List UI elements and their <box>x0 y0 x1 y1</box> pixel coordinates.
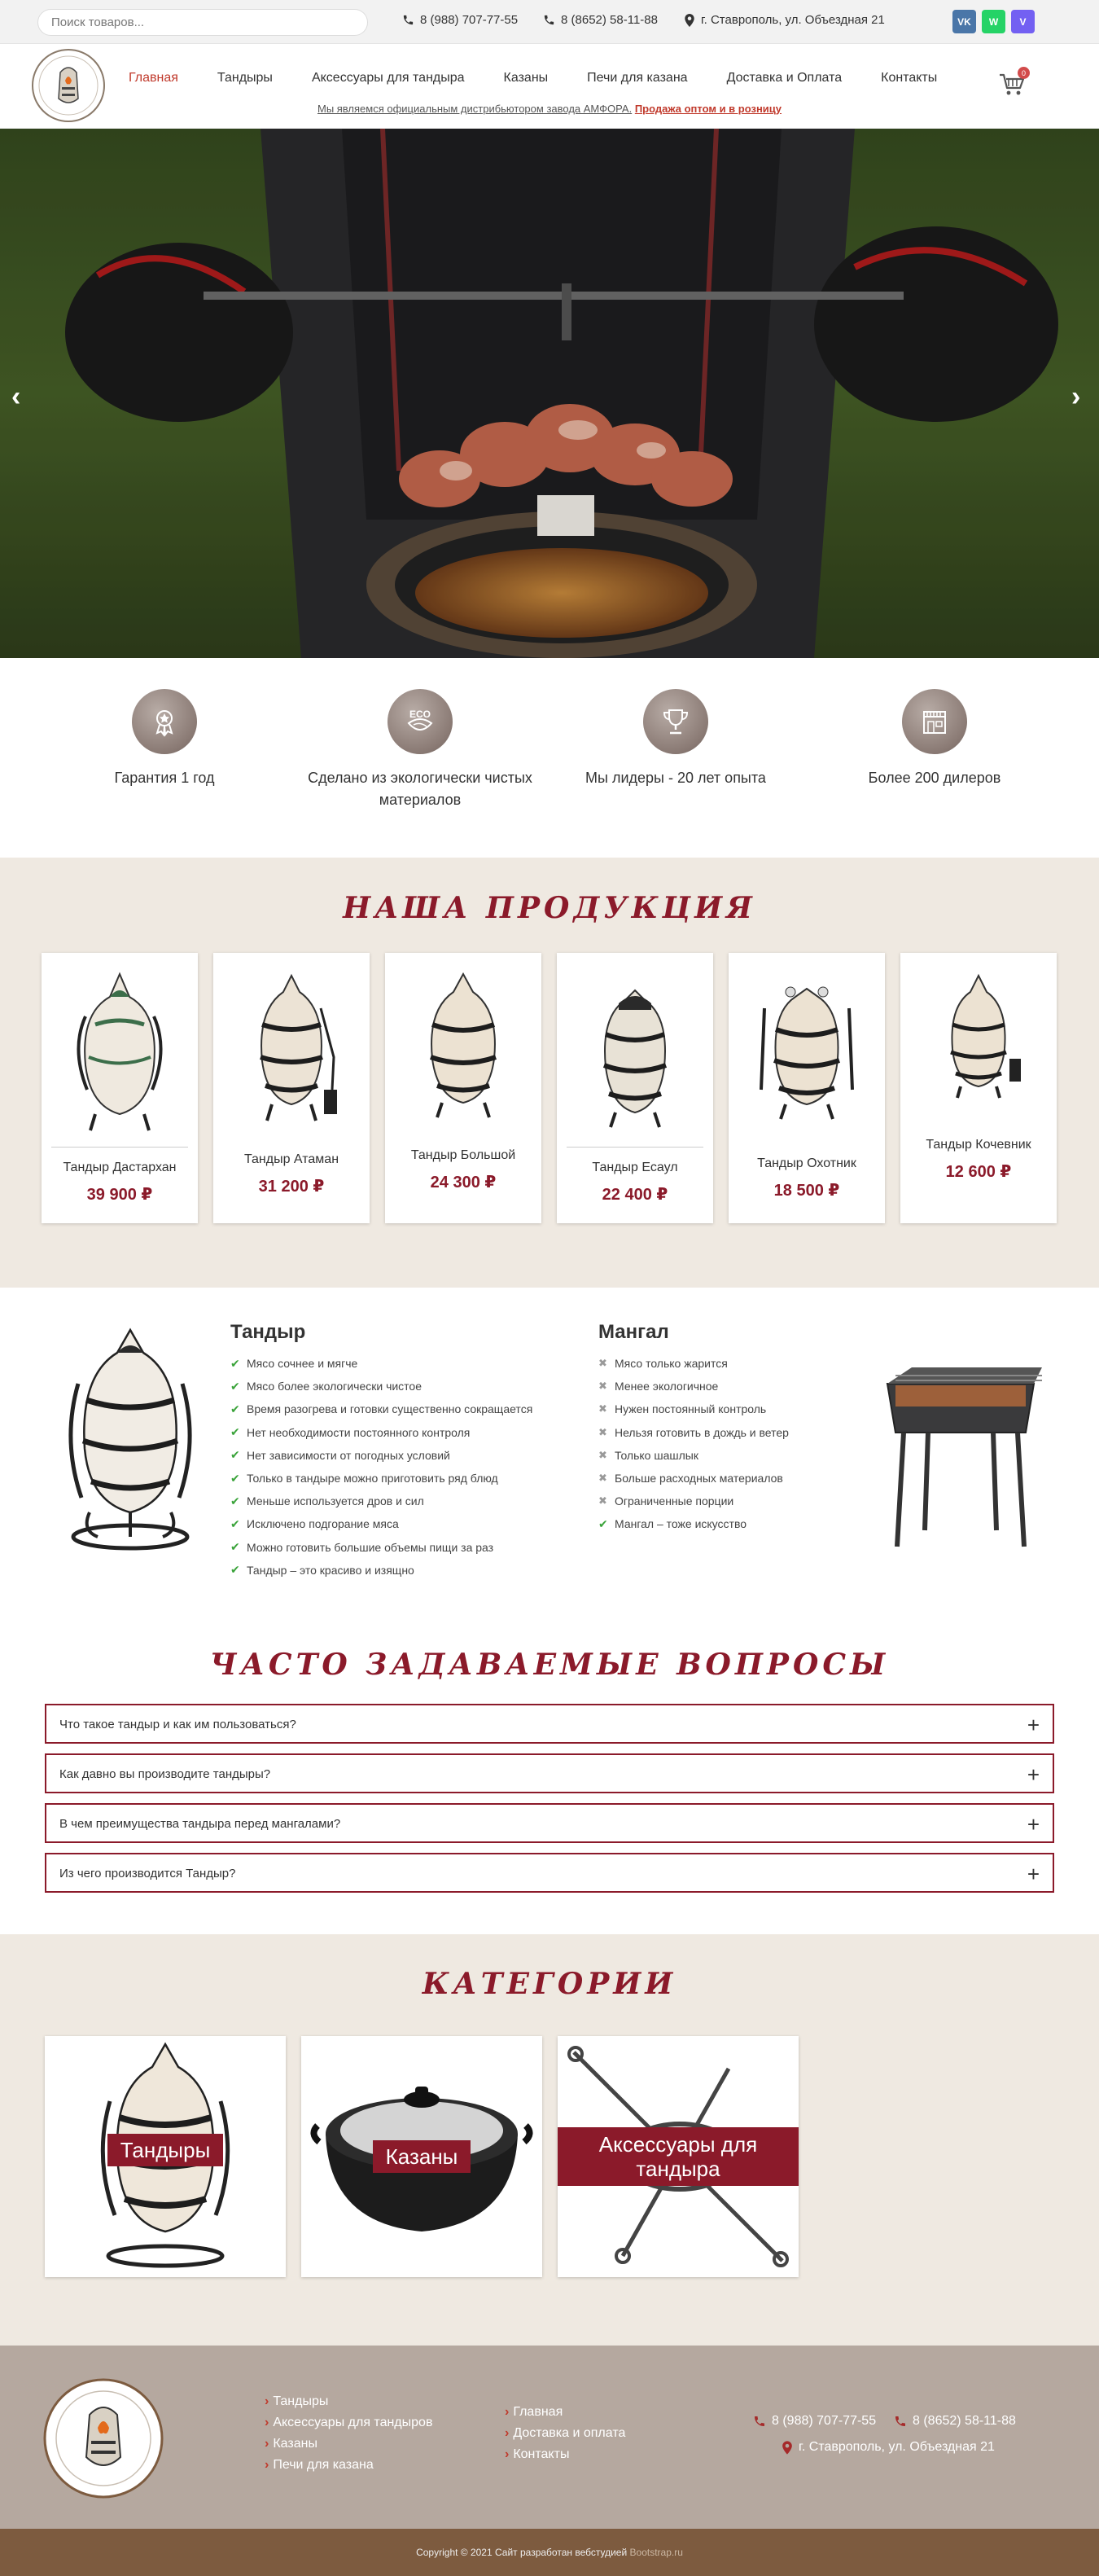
list-item-text: Больше расходных материалов <box>615 1472 783 1485</box>
category-label-text: Казаны <box>373 2140 471 2173</box>
check-icon: ✔ <box>230 1402 240 1415</box>
product-card[interactable] <box>42 953 198 1223</box>
footer-catalog-links <box>265 2394 432 2479</box>
category-card-kazany[interactable] <box>301 2036 542 2277</box>
list-item <box>598 1421 789 1444</box>
phone-icon <box>753 2415 766 2428</box>
cart-count-badge: 0 <box>1018 67 1030 79</box>
product-name[interactable]: Тандыр Охотник <box>757 1156 856 1170</box>
plus-icon: + <box>1027 1713 1040 1737</box>
faq-question: Из чего производится Тандыр? <box>59 1867 236 1880</box>
check-icon: ✔ <box>230 1471 240 1485</box>
medal-icon <box>132 689 197 754</box>
copyright-text: Copyright © 2021 Сайт разработан вебстудией <box>416 2547 628 2558</box>
feature-dealers <box>812 689 1057 789</box>
distributor-banner <box>0 103 1099 115</box>
product-name[interactable]: Тандыр Атаман <box>243 1152 339 1166</box>
whatsapp-label: W <box>988 15 999 28</box>
product-image <box>406 968 520 1139</box>
product-price: 24 300 ₽ <box>430 1174 497 1191</box>
comparison-section <box>0 1288 1099 1613</box>
trophy-icon <box>643 689 708 754</box>
distributor-link[interactable]: Продажа оптом и в розницу <box>634 103 782 115</box>
product-divider <box>567 1147 703 1148</box>
list-item-text: Исключено подгорание мяса <box>247 1517 399 1531</box>
hero-slider <box>0 129 1099 658</box>
cross-icon: ✖ <box>598 1494 607 1507</box>
feature-eco <box>298 689 542 811</box>
phone-icon <box>402 14 414 26</box>
product-image <box>63 968 177 1139</box>
check-icon: ✔ <box>230 1540 240 1554</box>
list-item-text: Меньше используется дров и сил <box>247 1494 424 1508</box>
footer-link[interactable]: › Аксессуары для тандыров <box>265 2416 432 2437</box>
footer-link[interactable]: › Печи для казана <box>265 2458 432 2479</box>
phone-icon <box>543 14 555 26</box>
map-pin-icon <box>782 2441 793 2455</box>
faq-item[interactable] <box>45 1753 1054 1793</box>
topbar <box>0 0 1099 44</box>
products-section <box>0 858 1099 1288</box>
footer-phone-2-text: 8 (8652) 58-11-88 <box>913 2414 1016 2428</box>
check-icon: ✔ <box>230 1494 240 1507</box>
product-name[interactable]: Тандыр Дастархан <box>63 1161 177 1174</box>
list-item-text: Нет необходимости постоянного контроля <box>247 1425 471 1439</box>
check-icon: ✔ <box>598 1516 608 1530</box>
viber-icon[interactable] <box>1011 10 1035 33</box>
phone-icon <box>894 2415 907 2428</box>
list-item-text: Время разогрева и готовки существенно сокращается <box>247 1402 533 1416</box>
product-name[interactable]: Тандыр Кочевник <box>926 1138 1031 1152</box>
footer-phone-1[interactable] <box>753 2414 876 2429</box>
cross-icon: ✖ <box>598 1448 607 1461</box>
category-card-tandyry[interactable] <box>45 2036 286 2277</box>
copyright-bar <box>0 2529 1099 2576</box>
plus-icon: + <box>1027 1762 1040 1787</box>
cross-icon: ✖ <box>598 1425 607 1438</box>
list-item <box>230 1512 532 1535</box>
list-item <box>230 1467 532 1490</box>
list-item <box>230 1444 532 1467</box>
feature-text: Гарантия 1 год <box>114 770 215 786</box>
hero-next-arrow[interactable]: › <box>1071 381 1081 412</box>
list-item <box>598 1352 789 1375</box>
category-card-accessories[interactable] <box>558 2036 799 2277</box>
nav-tandyry[interactable]: Тандыры <box>217 71 273 85</box>
vk-icon[interactable] <box>952 10 976 33</box>
cross-icon: ✖ <box>598 1472 607 1485</box>
faq-section <box>0 1613 1099 1934</box>
product-card[interactable] <box>557 953 713 1223</box>
list-item <box>598 1467 789 1490</box>
footer-logo[interactable] <box>42 2377 164 2499</box>
category-label-text: Аксессуары для тандыра <box>558 2127 799 2186</box>
product-divider <box>51 1147 188 1148</box>
nav-delivery[interactable]: Доставка и Оплата <box>726 71 843 85</box>
product-price: 39 900 ₽ <box>86 1186 153 1204</box>
topbar-address <box>684 13 885 27</box>
list-item-text: Тандыр – это красиво и изящно <box>247 1563 414 1577</box>
footer-link[interactable]: › Контакты <box>505 2447 625 2468</box>
footer-link[interactable]: › Доставка и оплата <box>505 2426 625 2447</box>
category-label <box>45 2134 286 2166</box>
check-icon: ✔ <box>230 1563 240 1577</box>
features-section <box>0 658 1099 858</box>
categories-section <box>0 1934 1099 2346</box>
feature-text: Мы лидеры - 20 лет опыта <box>585 770 766 786</box>
mangal-list-title: Мангал <box>598 1321 669 1343</box>
faq-title: ЧАСТО ЗАДАВАЕМЫЕ ВОПРОСЫ <box>209 1648 890 1682</box>
list-item-text: Только шашлык <box>615 1448 698 1462</box>
list-item-text: Мангал – тоже искусство <box>615 1517 747 1531</box>
product-image <box>234 968 348 1139</box>
list-item-text: Мясо сочнее и мягче <box>247 1357 358 1371</box>
feature-text: Сделано из экологически чистых материалов <box>308 770 532 808</box>
viber-label: V <box>1019 15 1027 28</box>
check-icon: ✔ <box>230 1356 240 1370</box>
product-name[interactable]: Тандыр Большой <box>410 1148 516 1162</box>
check-icon: ✔ <box>230 1516 240 1530</box>
mangal-cons-list <box>598 1352 789 1536</box>
footer-link[interactable]: › Казаны <box>265 2437 432 2458</box>
search-input[interactable] <box>37 9 368 36</box>
product-card[interactable] <box>729 953 885 1223</box>
eco-icon <box>387 689 453 754</box>
product-card[interactable] <box>900 953 1057 1223</box>
hero-prev-arrow[interactable]: ‹ <box>11 381 21 412</box>
list-item-text: Нет зависимости от погодных условий <box>247 1448 450 1462</box>
list-item <box>230 1490 532 1512</box>
category-label <box>301 2140 542 2173</box>
list-item-text: Нужен постоянный контроль <box>615 1402 767 1416</box>
product-image <box>750 968 864 1139</box>
mangal-image <box>879 1351 1042 1555</box>
category-label <box>558 2127 799 2186</box>
product-price: 31 200 ₽ <box>258 1178 325 1196</box>
feature-warranty <box>42 689 287 789</box>
whatsapp-icon[interactable] <box>982 10 1005 33</box>
tandyr-list-title: Тандыр <box>230 1321 306 1343</box>
faq-item[interactable] <box>45 1853 1054 1893</box>
topbar-phone-1[interactable] <box>402 13 518 27</box>
category-label-text: Тандыры <box>107 2134 224 2166</box>
cross-icon: ✖ <box>598 1402 607 1415</box>
list-item-text: Мясо более экологически чистое <box>247 1380 423 1393</box>
footer-address-text: г. Ставрополь, ул. Объездная 21 <box>799 2440 995 2454</box>
product-card[interactable] <box>213 953 370 1223</box>
footer-address <box>782 2440 995 2455</box>
list-item <box>598 1398 789 1420</box>
check-icon: ✔ <box>230 1448 240 1462</box>
faq-question: В чем преимущества тандыра перед мангалами? <box>59 1817 341 1831</box>
feature-leaders <box>554 689 798 789</box>
list-item-text: Нельзя готовить в дождь и ветер <box>615 1425 789 1439</box>
product-card[interactable] <box>385 953 541 1223</box>
nav-pechi[interactable]: Печи для казана <box>587 71 688 85</box>
categories-title: КАТЕГОРИИ <box>422 1967 677 2001</box>
list-item <box>598 1512 789 1535</box>
list-item-text: Менее экологичное <box>615 1380 719 1393</box>
nav-accessories[interactable]: Аксессуары для тандыра <box>311 71 465 85</box>
store-icon <box>902 689 967 754</box>
cross-icon: ✖ <box>598 1380 607 1393</box>
phone-1-text: 8 (988) 707-77-55 <box>420 13 519 27</box>
list-item <box>230 1421 532 1444</box>
products-title: НАША ПРОДУКЦИЯ <box>343 891 756 925</box>
tandyr-image <box>57 1327 204 1563</box>
vk-label: VK <box>957 15 971 28</box>
developer-link[interactable]: Bootstrap.ru <box>629 2547 683 2558</box>
list-item <box>598 1490 789 1512</box>
nav-home[interactable]: Главная <box>129 71 178 85</box>
plus-icon: + <box>1027 1862 1040 1886</box>
product-image <box>578 968 692 1139</box>
svg-text:ECO: ECO <box>409 709 431 720</box>
faq-item[interactable] <box>45 1803 1054 1843</box>
list-item <box>230 1375 532 1398</box>
faq-item[interactable] <box>45 1704 1054 1744</box>
hero-image <box>0 129 1099 658</box>
footer <box>0 2346 1099 2529</box>
nav-kazany[interactable]: Казаны <box>503 71 549 85</box>
footer-link[interactable]: › Главная <box>505 2405 625 2426</box>
feature-text: Более 200 дилеров <box>868 770 1001 786</box>
topbar-phone-2[interactable] <box>543 13 658 27</box>
footer-info-links <box>505 2405 625 2468</box>
list-item <box>598 1444 789 1467</box>
distributor-text[interactable]: Мы являемся официальным дистрибьютором завода АМФОРА. <box>317 103 633 115</box>
tandyr-pros-list <box>230 1352 532 1582</box>
product-image <box>922 968 1036 1139</box>
nav-contacts[interactable]: Контакты <box>881 71 938 85</box>
map-pin-icon <box>684 14 695 27</box>
product-price: 18 500 ₽ <box>773 1182 840 1200</box>
list-item <box>230 1559 532 1582</box>
list-item <box>598 1375 789 1398</box>
list-item <box>230 1352 532 1375</box>
list-item-text: Можно готовить большие объемы пищи за раз <box>247 1540 494 1554</box>
footer-link[interactable]: › Тандыры <box>265 2394 432 2416</box>
footer-phone-1-text: 8 (988) 707-77-55 <box>772 2414 877 2428</box>
check-icon: ✔ <box>230 1425 240 1439</box>
list-item <box>230 1398 532 1420</box>
phone-2-text: 8 (8652) 58-11-88 <box>561 13 658 27</box>
faq-question: Как давно вы производите тандыры? <box>59 1767 271 1781</box>
address-text: г. Ставрополь, ул. Объездная 21 <box>701 13 885 27</box>
list-item-text: Только в тандыре можно приготовить ряд блюд <box>247 1472 498 1485</box>
product-name[interactable]: Тандыр Есаул <box>592 1161 678 1174</box>
product-price: 12 600 ₽ <box>945 1163 1012 1181</box>
check-icon: ✔ <box>230 1379 240 1393</box>
product-price: 22 400 ₽ <box>602 1186 668 1204</box>
cross-icon: ✖ <box>598 1357 607 1370</box>
list-item-text: Ограниченные порции <box>615 1494 734 1508</box>
faq-question: Что такое тандыр и как им пользоваться? <box>59 1718 296 1731</box>
header <box>0 44 1099 129</box>
footer-phone-2[interactable] <box>894 2414 1016 2429</box>
main-nav <box>129 71 976 86</box>
plus-icon: + <box>1027 1812 1040 1837</box>
list-item-text: Мясо только жарится <box>615 1357 728 1371</box>
list-item <box>230 1536 532 1559</box>
